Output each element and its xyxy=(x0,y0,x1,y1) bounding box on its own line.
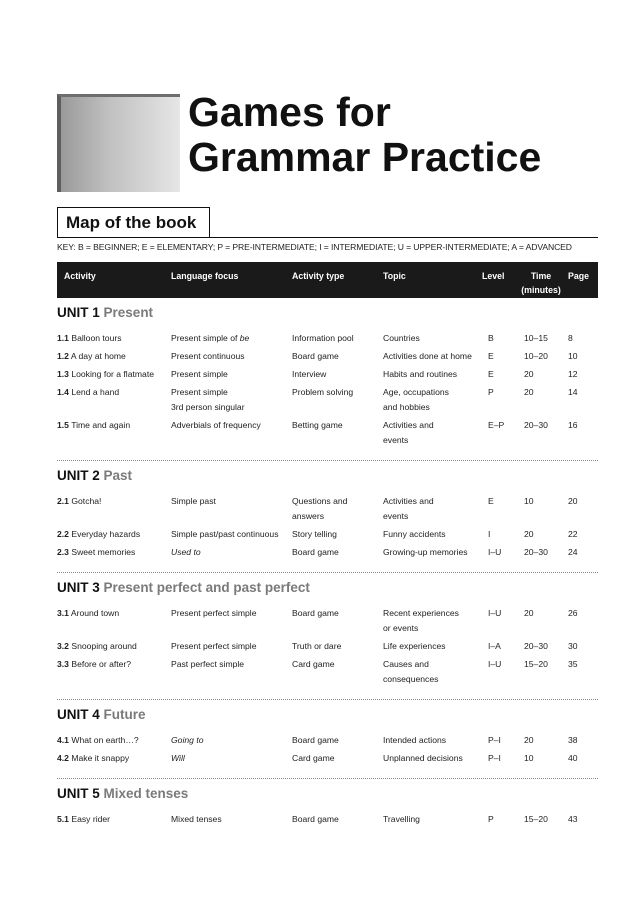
time-minutes: 10 xyxy=(524,753,534,763)
topic-cell xyxy=(383,494,434,524)
time-cell xyxy=(524,751,534,766)
activity-name: Everyday hazards xyxy=(71,529,141,539)
page-cell xyxy=(568,331,573,346)
time-cell xyxy=(524,657,548,672)
topic-line: Activities done at home xyxy=(383,351,472,361)
page-number: 16 xyxy=(568,420,578,430)
topic-line: Causes and xyxy=(383,659,429,669)
language-focus: Present perfect simple xyxy=(171,608,257,618)
unit-number: UNIT 5 xyxy=(57,786,100,801)
level: E xyxy=(488,351,494,361)
header-activity-type: Activity type xyxy=(292,271,345,281)
language-focus: Present continuous xyxy=(171,351,245,361)
header-language-focus: Language focus xyxy=(171,271,239,281)
activity-cell xyxy=(57,385,119,400)
topic-line: events xyxy=(383,435,409,445)
language-focus-cell xyxy=(171,657,244,672)
activity-type: Board game xyxy=(292,814,339,824)
table-header xyxy=(57,262,598,298)
level-cell xyxy=(488,494,494,509)
table-row xyxy=(57,331,598,349)
page-number: 40 xyxy=(568,753,578,763)
time-minutes: 15–20 xyxy=(524,814,548,824)
unit-heading xyxy=(57,298,598,328)
language-focus-cell xyxy=(171,349,245,364)
activity-type: Betting game xyxy=(292,420,343,430)
topic-cell xyxy=(383,657,438,687)
page-number: 35 xyxy=(568,659,578,669)
unit-section xyxy=(57,460,598,572)
activity-type-cell xyxy=(292,527,337,542)
title-line-1: Games for xyxy=(188,89,391,135)
book-title xyxy=(188,90,541,180)
activity-name: Looking for a flatmate xyxy=(71,369,154,379)
page-cell xyxy=(568,639,578,654)
activity-cell xyxy=(57,812,110,827)
unit-heading xyxy=(57,573,598,603)
activity-type: Problem solving xyxy=(292,387,354,397)
page-cell xyxy=(568,657,578,672)
unit-name: Future xyxy=(103,707,146,722)
page-cell xyxy=(568,733,578,748)
language-focus-italic: Will xyxy=(171,753,185,763)
language-focus-italic: be xyxy=(239,333,250,343)
table-row xyxy=(57,751,598,769)
page-cell xyxy=(568,751,578,766)
language-focus-cell xyxy=(171,751,185,766)
unit-number: UNIT 3 xyxy=(57,580,100,595)
activity-type-cell xyxy=(292,545,339,560)
header-time xyxy=(517,269,565,297)
activity-type-cell xyxy=(292,494,347,524)
topic-cell xyxy=(383,385,449,415)
page-number: 10 xyxy=(568,351,578,361)
level-cell xyxy=(488,331,494,346)
level-cell xyxy=(488,657,501,672)
activity-cell xyxy=(57,349,126,364)
table-row xyxy=(57,657,598,690)
language-focus-cell xyxy=(171,494,216,509)
level: P xyxy=(488,814,494,824)
table-row xyxy=(57,639,598,657)
activity-type: Truth or dare xyxy=(292,641,342,651)
activity-cell xyxy=(57,331,122,346)
level: I–U xyxy=(488,608,502,618)
level-cell xyxy=(488,812,494,827)
topic-cell xyxy=(383,606,459,636)
level: I–U xyxy=(488,659,502,669)
language-focus: Present simple xyxy=(171,387,228,397)
header-level: Level xyxy=(482,271,505,281)
activity-number: 4.2 xyxy=(57,753,69,763)
time-minutes: 10 xyxy=(524,496,534,506)
topic-cell xyxy=(383,367,457,382)
topic-cell xyxy=(383,639,446,654)
activity-number: 1.1 xyxy=(57,333,69,343)
time-cell xyxy=(524,494,534,509)
page-cell xyxy=(568,812,578,827)
topic-cell xyxy=(383,812,420,827)
table-row xyxy=(57,545,598,563)
time-minutes: 15–20 xyxy=(524,659,548,669)
language-focus-detail: 3rd person singular xyxy=(171,402,245,412)
activity-name: Make it snappy xyxy=(71,753,130,763)
topic-cell xyxy=(383,349,472,364)
activity-cell xyxy=(57,367,154,382)
activity-type: Story telling xyxy=(292,529,337,539)
language-focus: Adverbials of frequency xyxy=(171,420,261,430)
activity-type-cell xyxy=(292,606,339,621)
language-focus-cell xyxy=(171,606,257,621)
activity-number: 1.4 xyxy=(57,387,69,397)
level: I–A xyxy=(488,641,501,651)
level-cell xyxy=(488,545,501,560)
level-cell xyxy=(488,733,501,748)
time-minutes: 20–30 xyxy=(524,547,548,557)
activity-number: 2.3 xyxy=(57,547,69,557)
topic-cell xyxy=(383,527,446,542)
time-cell xyxy=(524,733,534,748)
page-number: 20 xyxy=(568,496,578,506)
activity-cell xyxy=(57,606,119,621)
topic-line: and hobbies xyxy=(383,402,430,412)
level-cell xyxy=(488,639,501,654)
page-number: 38 xyxy=(568,735,578,745)
language-focus: Mixed tenses xyxy=(171,814,222,824)
activity-number: 1.3 xyxy=(57,369,69,379)
activity-cell xyxy=(57,639,137,654)
table-row xyxy=(57,527,598,545)
activity-type-cell xyxy=(292,418,343,433)
activity-cell xyxy=(57,545,135,560)
time-cell xyxy=(524,527,534,542)
page-number: 8 xyxy=(568,333,573,343)
time-minutes: 20 xyxy=(524,735,534,745)
table-row xyxy=(57,349,598,367)
time-minutes: 10–15 xyxy=(524,333,548,343)
table-row xyxy=(57,367,598,385)
topic-cell xyxy=(383,751,463,766)
level-cell xyxy=(488,385,494,400)
time-minutes: 20 xyxy=(524,608,534,618)
table-row xyxy=(57,418,598,451)
unit-name: Present xyxy=(103,305,154,320)
table-row xyxy=(57,385,598,418)
activity-name: Time and again xyxy=(71,420,131,430)
language-focus-cell xyxy=(171,367,228,382)
activity-name: What on earth…? xyxy=(71,735,139,745)
activity-cell xyxy=(57,494,101,509)
table-row xyxy=(57,733,598,751)
time-cell xyxy=(524,545,548,560)
language-focus-cell xyxy=(171,331,249,346)
activity-type: Board game xyxy=(292,735,339,745)
activity-number: 2.1 xyxy=(57,496,69,506)
decorative-gray-block xyxy=(57,94,180,192)
activity-type-cell xyxy=(292,367,326,382)
activity-type: Information pool xyxy=(292,333,354,343)
units-table xyxy=(57,298,598,839)
activity-number: 1.5 xyxy=(57,420,69,430)
page-cell xyxy=(568,367,578,382)
time-cell xyxy=(524,606,534,621)
unit-number: UNIT 2 xyxy=(57,468,100,483)
page-cell xyxy=(568,545,578,560)
level-key: KEY: B = BEGINNER; E = ELEMENTARY; P = PRE-INTERMEDIATE; I = INTERMEDIATE; U = UPPER-INTERMEDIATE; A = ADVANCED xyxy=(57,242,572,252)
activity-name: Lend a hand xyxy=(71,387,120,397)
unit-heading xyxy=(57,779,598,809)
time-minutes: 20 xyxy=(524,387,534,397)
language-focus-cell xyxy=(171,733,204,748)
activity-cell xyxy=(57,733,139,748)
topic-line: events xyxy=(383,511,409,521)
activity-cell xyxy=(57,751,129,766)
level-cell xyxy=(488,367,494,382)
activity-cell xyxy=(57,418,130,433)
topic-line: Recent experiences xyxy=(383,608,459,618)
unit-name: Present perfect and past perfect xyxy=(103,580,310,595)
topic-line: Unplanned decisions xyxy=(383,753,463,763)
level: P xyxy=(488,387,494,397)
page-number: 30 xyxy=(568,641,578,651)
activity-name: A day at home xyxy=(70,351,126,361)
page-number: 24 xyxy=(568,547,578,557)
time-minutes: 20 xyxy=(524,369,534,379)
unit-section xyxy=(57,298,598,460)
header-topic: Topic xyxy=(383,271,406,281)
level: I–U xyxy=(488,547,502,557)
topic-line: Habits and routines xyxy=(383,369,458,379)
level: E xyxy=(488,496,494,506)
language-focus-italic: Used to xyxy=(171,547,201,557)
topic-line: Growing-up memories xyxy=(383,547,468,557)
language-focus-cell xyxy=(171,418,261,433)
language-focus: Simple past/past continuous xyxy=(171,529,279,539)
activity-cell xyxy=(57,527,140,542)
level-cell xyxy=(488,606,501,621)
time-minutes: 20–30 xyxy=(524,420,548,430)
table-row xyxy=(57,606,598,639)
activity-name: Around town xyxy=(70,608,120,618)
level-cell xyxy=(488,527,490,542)
activity-name: Balloon tours xyxy=(71,333,122,343)
page-cell xyxy=(568,494,578,509)
topic-line: consequences xyxy=(383,674,439,684)
level-cell xyxy=(488,751,501,766)
time-cell xyxy=(524,639,548,654)
map-of-the-book-heading: Map of the book xyxy=(57,207,210,238)
language-focus: Present simple xyxy=(171,369,228,379)
page-number: 26 xyxy=(568,608,578,618)
activity-type: Questions and xyxy=(292,496,348,506)
topic-cell xyxy=(383,545,468,560)
page-cell xyxy=(568,606,578,621)
activity-number: 3.2 xyxy=(57,641,69,651)
unit-section xyxy=(57,699,598,778)
activity-type: Interview xyxy=(292,369,327,379)
activity-number: 4.1 xyxy=(57,735,69,745)
topic-line: Activities and xyxy=(383,496,434,506)
unit-section xyxy=(57,572,598,699)
language-focus: Simple past xyxy=(171,496,216,506)
unit-number: UNIT 4 xyxy=(57,707,100,722)
activity-number: 5.1 xyxy=(57,814,69,824)
page-number: 12 xyxy=(568,369,578,379)
activity-name: Before or after? xyxy=(71,659,132,669)
table-row xyxy=(57,494,598,527)
activity-type-cell xyxy=(292,733,339,748)
topic-cell xyxy=(383,331,420,346)
activity-type: Board game xyxy=(292,547,339,557)
language-focus: Present simple of xyxy=(171,333,240,343)
activity-number: 2.2 xyxy=(57,529,69,539)
activity-number: 3.1 xyxy=(57,608,69,618)
level: P–I xyxy=(488,753,501,763)
activity-name: Sweet memories xyxy=(71,547,136,557)
topic-line: Activities and xyxy=(383,420,434,430)
topic-line: Funny accidents xyxy=(383,529,446,539)
unit-number: UNIT 1 xyxy=(57,305,100,320)
time-cell xyxy=(524,331,548,346)
language-focus-cell xyxy=(171,639,257,654)
activity-type: Board game xyxy=(292,351,339,361)
topic-line: Travelling xyxy=(383,814,420,824)
activity-name: Snooping around xyxy=(71,641,137,651)
activity-type: Card game xyxy=(292,659,335,669)
topic-line: Life experiences xyxy=(383,641,446,651)
language-focus-cell xyxy=(171,812,222,827)
activity-type-cell xyxy=(292,385,353,400)
activity-type-cell xyxy=(292,812,339,827)
activity-name: Gotcha! xyxy=(71,496,102,506)
level: I xyxy=(488,529,491,539)
activity-type-cell xyxy=(292,639,341,654)
activity-type-cell xyxy=(292,331,354,346)
page-number: 14 xyxy=(568,387,578,397)
level: B xyxy=(488,333,494,343)
topic-line: Age, occupations xyxy=(383,387,449,397)
topic-line: or events xyxy=(383,623,419,633)
time-cell xyxy=(524,418,548,433)
language-focus-italic: Going to xyxy=(171,735,204,745)
level: E–P xyxy=(488,420,505,430)
time-cell xyxy=(524,349,548,364)
page-cell xyxy=(568,527,578,542)
level: P–I xyxy=(488,735,501,745)
time-minutes: 20 xyxy=(524,529,534,539)
unit-heading xyxy=(57,461,598,491)
page-number: 43 xyxy=(568,814,578,824)
time-cell xyxy=(524,385,534,400)
header-activity: Activity xyxy=(64,271,96,281)
page-cell xyxy=(568,385,578,400)
heading-rule xyxy=(57,237,598,238)
page-number: 22 xyxy=(568,529,578,539)
header-page: Page xyxy=(568,271,590,281)
topic-line: Countries xyxy=(383,333,420,343)
title-line-2: Grammar Practice xyxy=(188,134,542,180)
language-focus: Present perfect simple xyxy=(171,641,257,651)
language-focus-cell xyxy=(171,385,245,415)
time-minutes: 10–20 xyxy=(524,351,548,361)
activity-number: 1.2 xyxy=(57,351,69,361)
topic-cell xyxy=(383,733,446,748)
level-cell xyxy=(488,349,494,364)
level: E xyxy=(488,369,494,379)
activity-type-line2: answers xyxy=(292,511,324,521)
activity-type-cell xyxy=(292,657,335,672)
activity-cell xyxy=(57,657,131,672)
header-time-unit: (minutes) xyxy=(521,285,561,295)
activity-type: Board game xyxy=(292,608,339,618)
topic-line: Intended actions xyxy=(383,735,447,745)
unit-name: Past xyxy=(103,468,133,483)
unit-heading xyxy=(57,700,598,730)
activity-type-cell xyxy=(292,751,335,766)
activity-number: 3.3 xyxy=(57,659,69,669)
activity-type: Card game xyxy=(292,753,335,763)
header-time-label: Time xyxy=(530,271,552,281)
page-cell xyxy=(568,418,578,433)
topic-cell xyxy=(383,418,434,448)
unit-name: Mixed tenses xyxy=(103,786,189,801)
time-minutes: 20–30 xyxy=(524,641,548,651)
unit-section xyxy=(57,778,598,839)
table-row xyxy=(57,812,598,830)
language-focus: Past perfect simple xyxy=(171,659,245,669)
activity-name: Easy rider xyxy=(71,814,111,824)
page-cell xyxy=(568,349,578,364)
activity-type-cell xyxy=(292,349,339,364)
time-cell xyxy=(524,367,534,382)
level-cell xyxy=(488,418,504,433)
time-cell xyxy=(524,812,548,827)
language-focus-cell xyxy=(171,545,201,560)
language-focus-cell xyxy=(171,527,279,542)
